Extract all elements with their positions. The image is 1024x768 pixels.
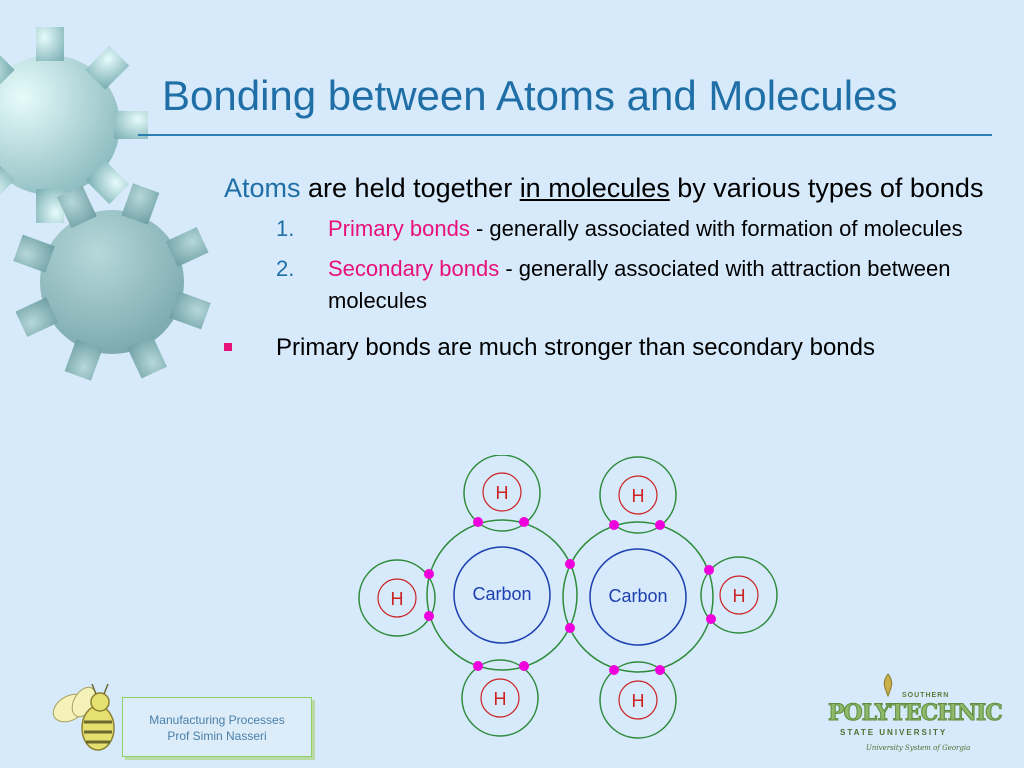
logo-subtitle: STATE UNIVERSITY (840, 728, 948, 737)
hydrogen-label: H (631, 486, 645, 506)
electron-dot (706, 614, 716, 624)
hydrogen-label: H (495, 483, 509, 503)
electron-dot (655, 665, 665, 675)
secondary-bonds-desc: - generally associated with attraction between molecules (328, 256, 951, 313)
intro-text-1: are held together (300, 173, 520, 203)
electron-dot (424, 611, 434, 621)
hydrogen-label: H (732, 586, 746, 606)
course-footer (122, 697, 312, 757)
electron-dot (473, 517, 483, 527)
electron-dot (655, 520, 665, 530)
course-name: Manufacturing Processes (149, 713, 285, 727)
university-logo (826, 672, 1002, 758)
square-bullet-icon (224, 343, 232, 351)
list-item (276, 253, 984, 317)
title-divider (138, 134, 992, 136)
flame-icon (878, 672, 898, 698)
slide-body (224, 170, 984, 365)
atoms-term: Atoms (224, 173, 301, 203)
list-number: 2. (276, 256, 295, 281)
instructor-name: Prof Simin Nasseri (167, 729, 267, 743)
electron-dot (519, 517, 529, 527)
bee-mascot-icon (48, 680, 128, 760)
electron-dot (565, 623, 575, 633)
logo-wordmark: POLYTECHNIC (828, 700, 1002, 726)
electron-dot (609, 665, 619, 675)
ethane-bond-diagram (350, 455, 780, 755)
bullet-text: Primary bonds are much stronger than secondary bonds (276, 334, 875, 361)
intro-paragraph (224, 170, 984, 207)
carbon-label-right: Carbon (608, 586, 668, 606)
slide-title: Bonding between Atoms and Molecules (162, 72, 898, 119)
logo-top-text: SOUTHERN (902, 692, 950, 699)
bond-type-list (276, 213, 984, 317)
bullet-point (224, 331, 916, 365)
electron-dot (565, 559, 575, 569)
in-molecules-phrase: in molecules (519, 173, 670, 203)
electron-dot (519, 661, 529, 671)
hydrogen-label: H (631, 691, 645, 711)
electron-dot (704, 565, 714, 575)
carbon-label-left: Carbon (472, 584, 532, 604)
primary-bonds-desc: - generally associated with formation of molecules (469, 216, 963, 241)
list-number: 1. (276, 216, 295, 241)
hydrogen-label: H (493, 689, 507, 709)
list-item (276, 213, 984, 245)
electron-dot (609, 520, 619, 530)
hydrogen-label: H (390, 589, 404, 609)
logo-tagline: University System of Georgia (866, 744, 971, 752)
electron-dot (473, 661, 483, 671)
secondary-bonds-term: Secondary bonds (328, 256, 500, 281)
gear-decoration-icon (0, 0, 220, 390)
electron-dot (424, 569, 434, 579)
primary-bonds-term: Primary bonds (328, 216, 470, 241)
intro-text-2: by various types of bonds (669, 173, 984, 203)
